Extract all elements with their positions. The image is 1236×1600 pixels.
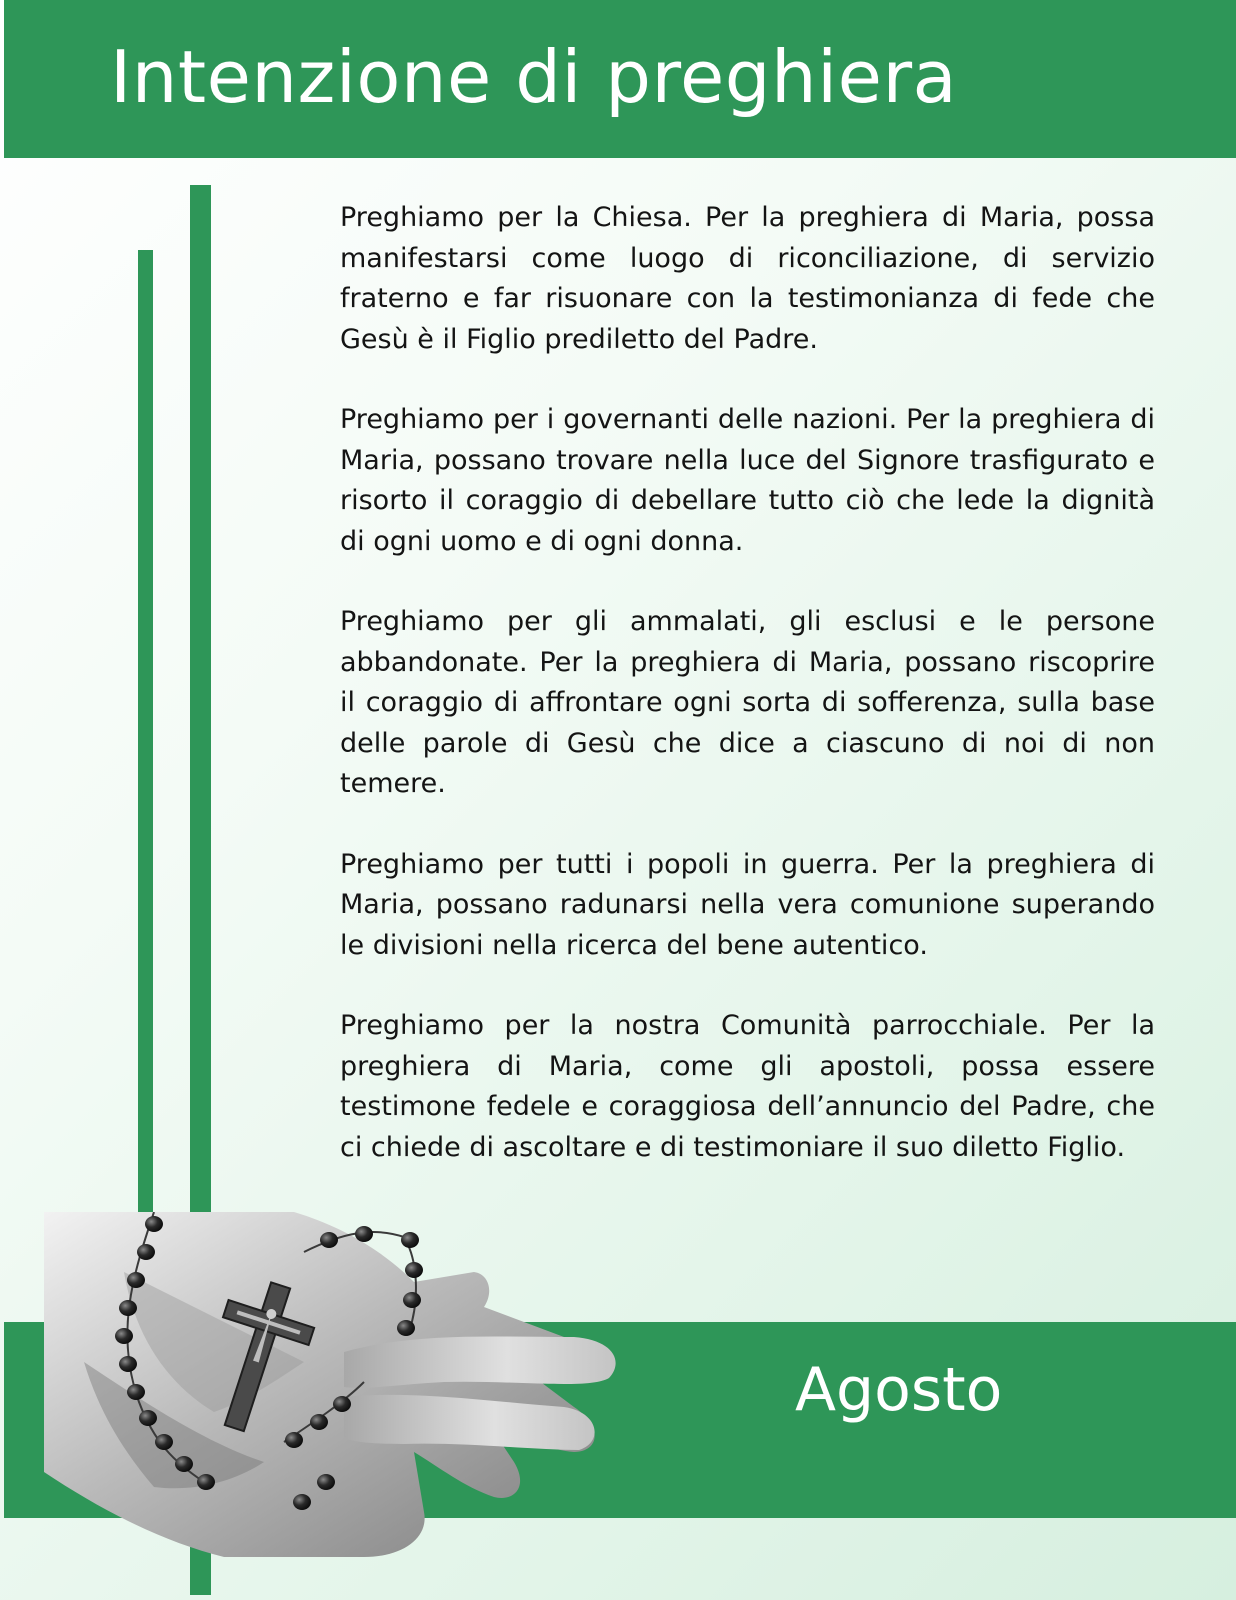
month-label: Agosto [795,1355,1003,1425]
rosary-hand-image [44,1212,624,1557]
prayer-list [340,198,1155,1208]
prayer-paragraph-war: Preghiamo per tutti i popoli in guerra. Per la preghiera di Maria, possano radunarsi nella vera comunione superando le divisioni nella ricerca del bene autentico. [340,848,1155,961]
page-title: Intenzione di preghiera [110,35,958,119]
prayer-paragraph-community: Preghiamo per la nostra Comunità parrocchiale. Per la preghiera di Maria, come gli apostoli, possa essere testimone fedele e coraggiosa dell’annuncio del Padre, che ci chiede di ascoltare e di testimoniare il suo diletto Figlio. [340,1010,1155,1163]
prayer-paragraph-church: Preghiamo per la Chiesa. Per la preghiera di Maria, possa manifestarsi come luogo di riconciliazione, di servizio fraterno e far risuonare con la testimonianza di fede che Gesù è il Figlio prediletto del Padre. [340,202,1155,355]
prayer-paragraph-sick: Preghiamo per gli ammalati, gli esclusi e le persone abbandonate. Per la preghiera di Maria, possano riscoprire il coraggio di affrontare ogni sorta di sofferenza, sulla base delle parole di Gesù che dice a ciascuno di noi di non temere. [340,606,1155,799]
prayer-paragraph-governments: Preghiamo per i governanti delle nazioni. Per la preghiera di Maria, possano trovare nella luce del Signore trasfigurato e risorto il coraggio di debellare tutto ciò che lede la dignità di ogni uomo e di ogni donna. [340,404,1155,557]
